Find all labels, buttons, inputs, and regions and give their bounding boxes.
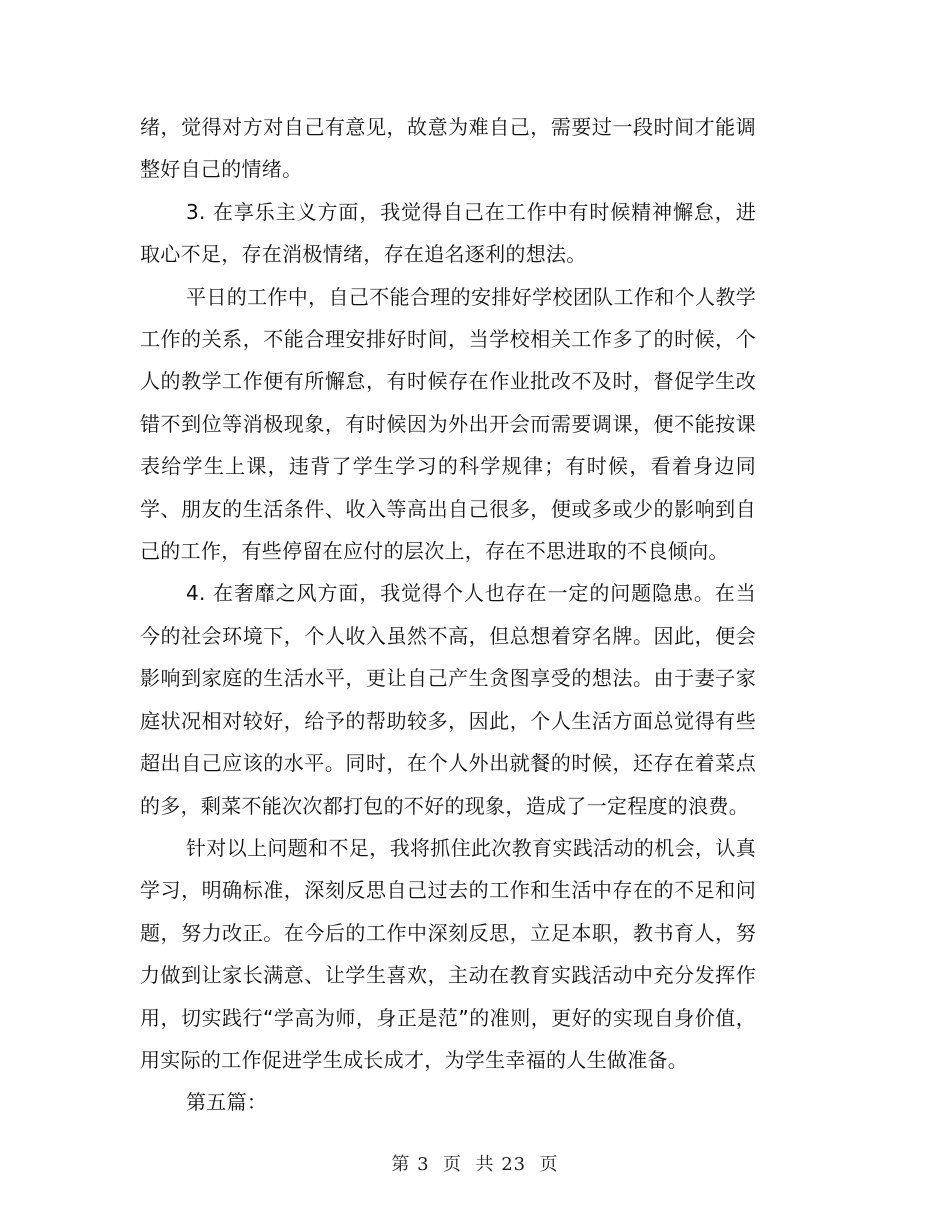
paragraph-4: 4. 在奢靡之风方面，我觉得个人也存在一定的问题隐患。在当今的社会环境下，个人收入虽然不高，但总想着穿名牌。因此，便会影响到家庭的生活水平，更让自己产生贪图享受的想法。由于妻子家庭状况相对较好，给予的帮助较多，因此，个人生活方面总觉得有些超出自己应该的水平。同时，在个人外出就餐的时候，还存在着菜点的多，剩菜不能次次都打包的不好的现象，造成了一定程度的浪费。 xyxy=(140,581,756,818)
paragraph-1: 绪，觉得对方对自己有意见，故意为难自己，需要过一段时间才能调整好自己的情绪。 xyxy=(140,115,756,182)
paragraph-2: 3. 在享乐主义方面，我觉得自己在工作中有时候精神懈怠，进取心不足，存在消极情绪，存在追名逐利的想法。 xyxy=(140,199,756,267)
paragraph-5: 针对以上问题和不足，我将抓住此次教育实践活动的机会，认真学习，明确标准，深刻反思自己过去的工作和生活中存在的不足和问题，努力改正。在今后的工作中深刻反思，立足本职，教书育人，努力做到让家长满意、让学生喜欢，主动在教育实践活动中充分发挥作用，切实践行“学高为师，身正是范”的准则，更好的实现自身价值，用实际的工作促进学生成长成才，为学生幸福的人生做准备。 xyxy=(140,835,756,1072)
section-heading: 第五篇： xyxy=(186,1090,268,1115)
page-number-label: 第 3 页 共 23 页 xyxy=(391,1154,559,1175)
document-body xyxy=(140,106,756,1124)
page-footer xyxy=(0,1150,950,1176)
paragraph-3: 平日的工作中，自己不能合理的安排好学校团队工作和个人教学工作的关系，不能合理安排好时间，当学校相关工作多了的时候，个人的教学工作便有所懈怠，有时候存在作业批改不及时，督促学生改错不到位等消极现象，有时候因为外出开会而需要调课，便不能按课表给学生上课，违背了学生学习的科学规律；有时候，看着身边同学、朋友的生活条件、收入等高出自己很多，便或多或少的影响到自己的工作，有些停留在应付的层次上，存在不思进取的不良倾向。 xyxy=(140,284,756,564)
